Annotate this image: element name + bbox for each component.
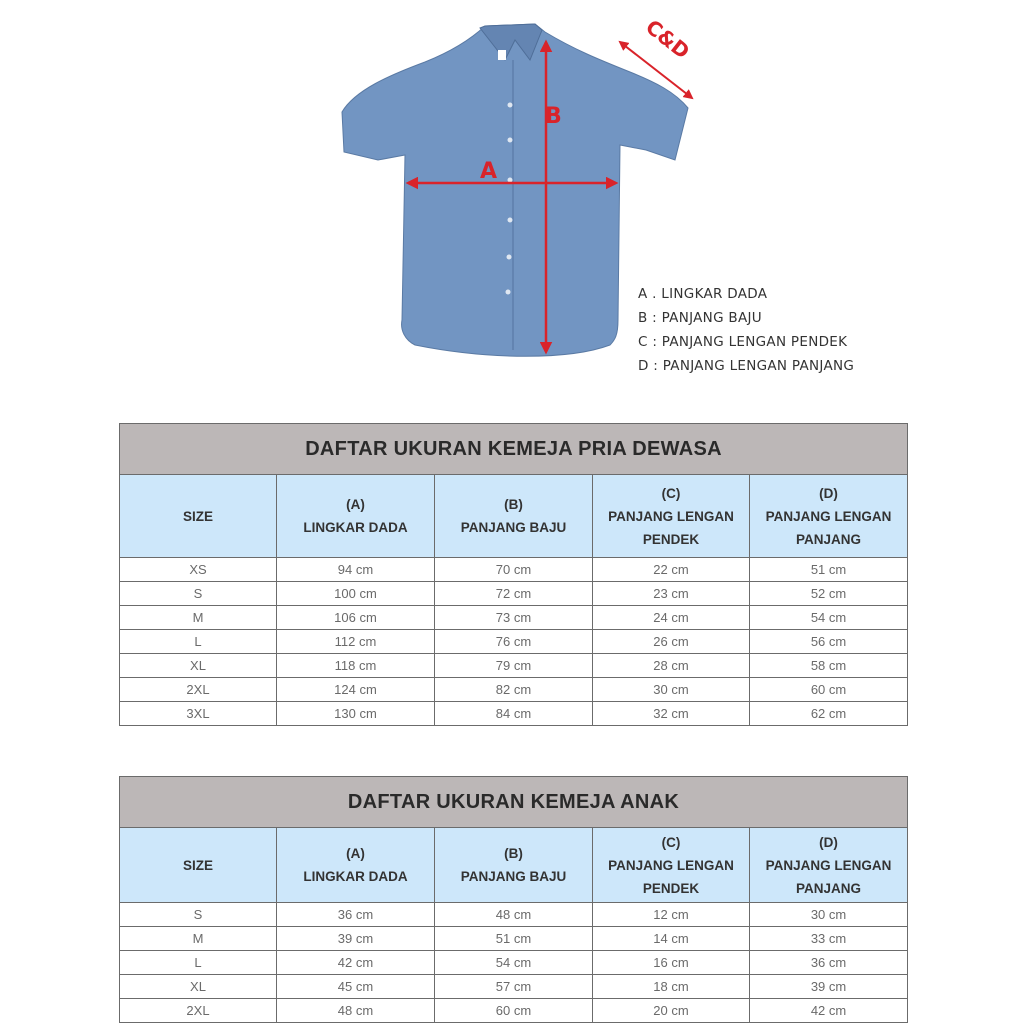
measurement-cell: 42 cm xyxy=(750,999,908,1023)
measurement-cell: 54 cm xyxy=(750,606,908,630)
measurement-cell: 39 cm xyxy=(750,975,908,999)
measurement-cell: 16 cm xyxy=(593,951,750,975)
size-cell: L xyxy=(120,951,277,975)
table-row xyxy=(120,951,908,975)
column-letter: (C) xyxy=(661,485,681,501)
measurement-cell: 60 cm xyxy=(435,999,593,1023)
column-label: LINGKAR DADA xyxy=(303,520,408,535)
kids-size-table xyxy=(119,776,908,1023)
measurement-cell: 130 cm xyxy=(277,702,435,726)
size-cell: M xyxy=(120,927,277,951)
label-a: A xyxy=(480,159,498,184)
table-row xyxy=(120,903,908,927)
measurement-cell: 20 cm xyxy=(593,999,750,1023)
kids-table-title: DAFTAR UKURAN KEMEJA ANAK xyxy=(120,777,908,828)
measurement-cell: 51 cm xyxy=(750,558,908,582)
column-header xyxy=(277,828,435,903)
measurement-cell: 62 cm xyxy=(750,702,908,726)
measurement-cell: 23 cm xyxy=(593,582,750,606)
shirt-shape xyxy=(342,24,688,356)
measurement-cell: 48 cm xyxy=(435,903,593,927)
table-row xyxy=(120,975,908,999)
table-row xyxy=(120,558,908,582)
measurement-cell: 79 cm xyxy=(435,654,593,678)
legend-item-c: C : PANJANG LENGAN PENDEK xyxy=(638,334,848,350)
column-header xyxy=(750,828,908,903)
measurement-cell: 30 cm xyxy=(750,903,908,927)
measurement-cell: 39 cm xyxy=(277,927,435,951)
measurement-cell: 52 cm xyxy=(750,582,908,606)
measurement-cell: 36 cm xyxy=(277,903,435,927)
table-row xyxy=(120,999,908,1023)
size-cell: S xyxy=(120,582,277,606)
column-header xyxy=(593,828,750,903)
column-letter: (B) xyxy=(504,497,523,512)
table-row xyxy=(120,702,908,726)
column-letter: (A) xyxy=(346,497,365,512)
column-letter: (B) xyxy=(504,846,523,861)
size-cell: XL xyxy=(120,654,277,678)
table-row xyxy=(120,606,908,630)
measurement-cell: 76 cm xyxy=(435,630,593,654)
measurement-cell: 82 cm xyxy=(435,678,593,702)
table-row xyxy=(120,678,908,702)
measurement-cell: 45 cm xyxy=(277,975,435,999)
column-header xyxy=(120,828,277,903)
column-header xyxy=(435,475,593,558)
measurement-cell: 118 cm xyxy=(277,654,435,678)
column-letter: (D) xyxy=(819,834,838,850)
measurement-cell: 24 cm xyxy=(593,606,750,630)
measurement-cell: 12 cm xyxy=(593,903,750,927)
size-cell: 2XL xyxy=(120,678,277,702)
measurement-cell: 32 cm xyxy=(593,702,750,726)
column-label: PANJANG LENGAN PENDEK xyxy=(608,857,734,896)
column-label: PANJANG LENGAN PANJANG xyxy=(765,508,892,547)
column-label: PANJANG BAJU xyxy=(460,520,567,535)
column-header xyxy=(120,475,277,558)
measurement-cell: 28 cm xyxy=(593,654,750,678)
measurement-cell: 54 cm xyxy=(435,951,593,975)
measurement-cell: 36 cm xyxy=(750,951,908,975)
measurement-cell: 72 cm xyxy=(435,582,593,606)
size-cell: XS xyxy=(120,558,277,582)
legend-item-a: A . LINGKAR DADA xyxy=(638,286,768,302)
measurement-cell: 60 cm xyxy=(750,678,908,702)
measurement-cell: 94 cm xyxy=(277,558,435,582)
measurement-cell: 100 cm xyxy=(277,582,435,606)
label-cd: C&D xyxy=(641,20,695,64)
measurement-cell: 56 cm xyxy=(750,630,908,654)
measurement-cell: 42 cm xyxy=(277,951,435,975)
measurement-legend xyxy=(638,282,854,378)
column-letter: (C) xyxy=(661,834,681,850)
column-label: LINGKAR DADA xyxy=(303,869,408,884)
measurement-cell: 33 cm xyxy=(750,927,908,951)
column-header xyxy=(277,475,435,558)
measurement-cell: 18 cm xyxy=(593,975,750,999)
measurement-cell: 57 cm xyxy=(435,975,593,999)
measurement-cell: 124 cm xyxy=(277,678,435,702)
column-header xyxy=(750,475,908,558)
measurement-cell: 73 cm xyxy=(435,606,593,630)
table-row xyxy=(120,927,908,951)
measurement-cell: 70 cm xyxy=(435,558,593,582)
measurement-cell: 51 cm xyxy=(435,927,593,951)
column-label: PANJANG BAJU xyxy=(460,869,567,884)
column-letter: (D) xyxy=(819,485,838,501)
measurement-cell: 84 cm xyxy=(435,702,593,726)
column-label: PANJANG LENGAN PENDEK xyxy=(608,508,734,547)
table-row xyxy=(120,654,908,678)
size-cell: XL xyxy=(120,975,277,999)
legend-item-d: D : PANJANG LENGAN PANJANG xyxy=(638,358,855,374)
adult-size-table xyxy=(119,423,908,726)
column-header xyxy=(435,828,593,903)
measurement-cell: 106 cm xyxy=(277,606,435,630)
label-b: B xyxy=(545,104,562,129)
measurement-cell: 48 cm xyxy=(277,999,435,1023)
size-cell: M xyxy=(120,606,277,630)
size-cell: S xyxy=(120,903,277,927)
table-row xyxy=(120,630,908,654)
column-header xyxy=(593,475,750,558)
column-label: PANJANG LENGAN PANJANG xyxy=(765,857,892,896)
adult-table-title: DAFTAR UKURAN KEMEJA PRIA DEWASA xyxy=(120,424,908,475)
size-cell: L xyxy=(120,630,277,654)
measurement-cell: 112 cm xyxy=(277,630,435,654)
measurement-cell: 22 cm xyxy=(593,558,750,582)
legend-item-b: B : PANJANG BAJU xyxy=(638,310,762,326)
measurement-cell: 26 cm xyxy=(593,630,750,654)
column-label: SIZE xyxy=(182,508,213,524)
size-cell: 2XL xyxy=(120,999,277,1023)
table-row xyxy=(120,582,908,606)
size-cell: 3XL xyxy=(120,702,277,726)
measurement-cell: 30 cm xyxy=(593,678,750,702)
column-letter: (A) xyxy=(346,846,365,861)
column-label: SIZE xyxy=(182,857,213,873)
measurement-cell: 58 cm xyxy=(750,654,908,678)
measurement-cell: 14 cm xyxy=(593,927,750,951)
